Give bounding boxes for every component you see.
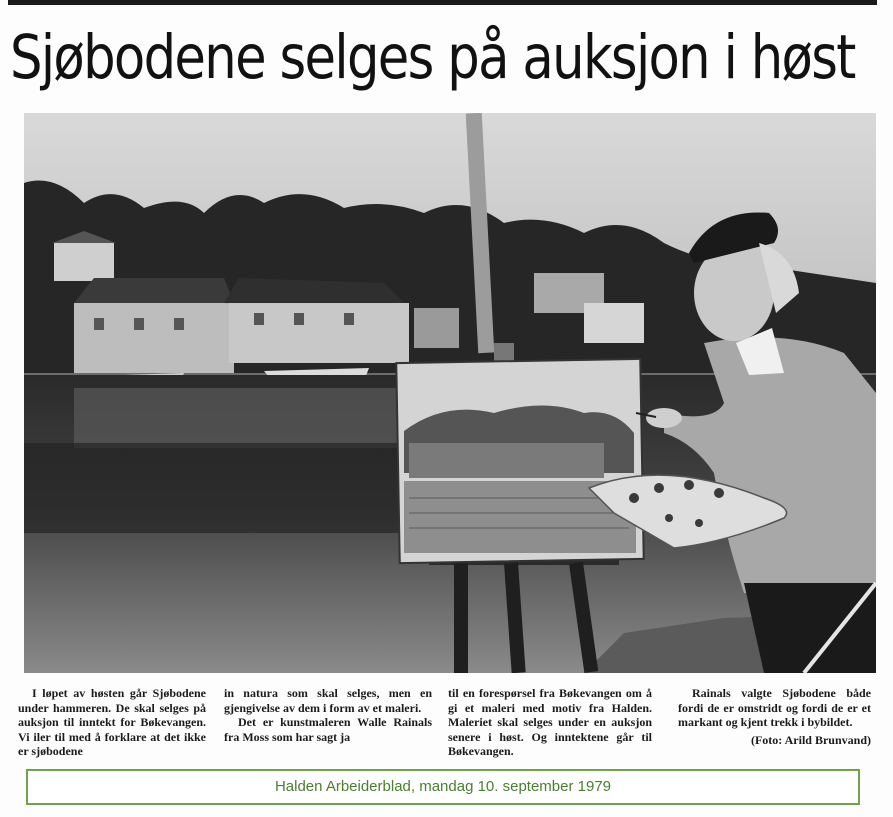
source-caption: Halden Arbeiderblad, mandag 10. september 1979 <box>26 769 860 805</box>
article-paragraph: Det er kunstmaleren Walle Rainals fra Moss som har sagt ja <box>224 715 432 744</box>
article-column-4 <box>678 686 871 747</box>
article-column-2 <box>224 686 432 744</box>
news-photo <box>24 113 876 673</box>
article-body <box>18 686 874 766</box>
article-paragraph: til en forespørsel fra Bøkevangen om å gi et maleri med motiv fra Halden. Maleriet skal selges under en auksjon senere i høst. Og inntektene går til Bøkevangen. <box>448 686 652 759</box>
article-column-1 <box>18 686 206 759</box>
photo-credit: (Foto: Arild Brunvand) <box>750 732 871 747</box>
article-paragraph: in natura som skal selges, men en gjengivelse av dem i form av et maleri. <box>224 686 432 715</box>
headline: Sjøbodene selges på auksjon i høst <box>10 22 855 93</box>
top-rule <box>8 0 877 5</box>
article-paragraph: Rainals valgte Sjøbodene både fordi de er omstridt og fordi de er et markant og kjent trekk i bybildet. <box>678 686 871 730</box>
article-column-3 <box>448 686 652 759</box>
photo-illustration <box>24 113 876 673</box>
article-paragraph: I løpet av høsten går Sjøbodene under hammeren. De skal selges på auksjon til inntekt for Bøkevangen. Vi iler til med å forklare at det ikke er sjøbodene <box>18 686 206 759</box>
